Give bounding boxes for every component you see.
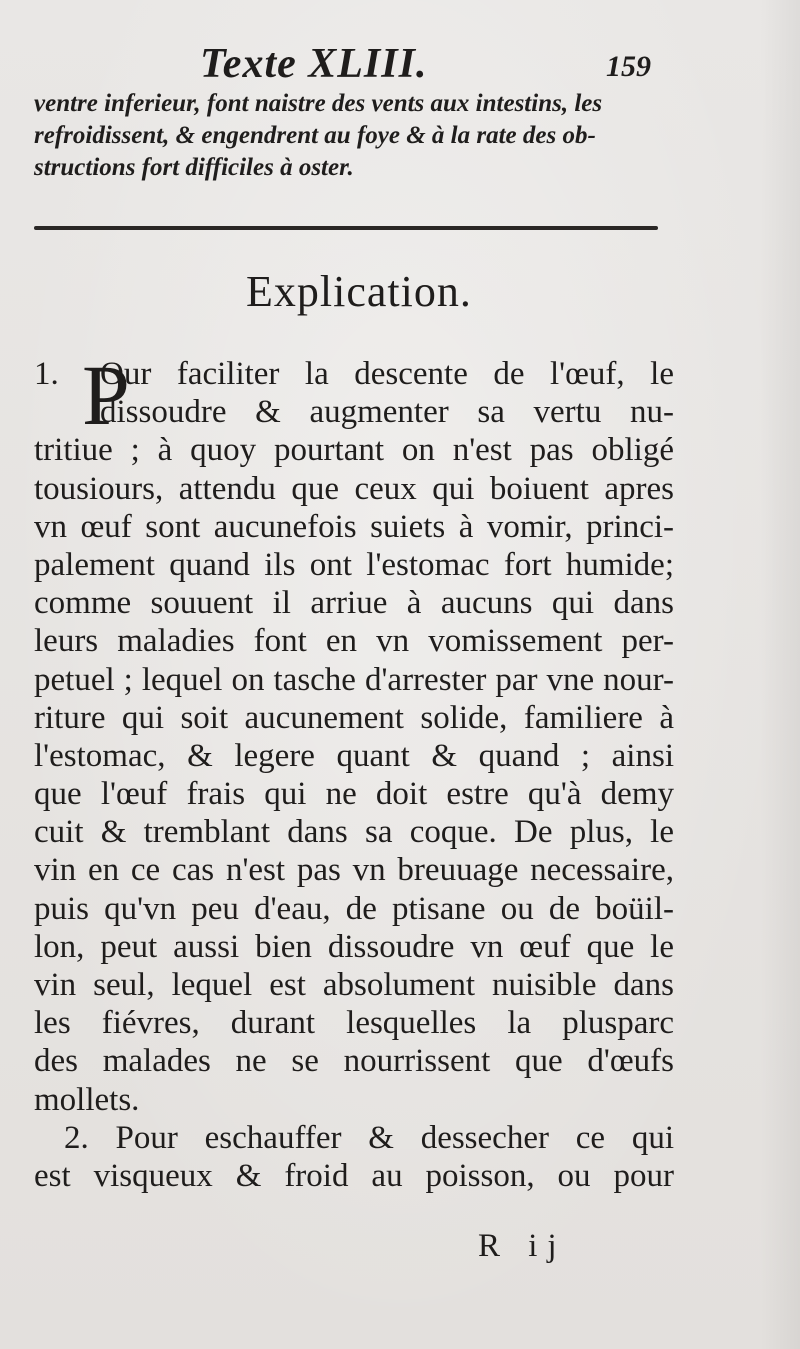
drop-cap: P <box>82 347 130 443</box>
text-line: l'estomac, & legere quant & quand ; ainsi <box>34 737 674 774</box>
section-heading: Explication. <box>246 267 472 316</box>
text-line: 2. Pour eschauffer & dessecher ce qui <box>64 1119 674 1156</box>
text-line: cuit & tremblant dans sa coque. De plus, le <box>34 814 674 851</box>
text-line: lon, peut aussi bien dissoudre vn œuf que le <box>34 928 674 965</box>
text-line: tritiue ; à quoy pourtant on n'est pas obligé <box>34 432 674 469</box>
body-text <box>34 347 674 1195</box>
text-line: vn œuf sont aucunefois suiets à vomir, princi- <box>34 508 674 545</box>
signature-mark: R ij <box>478 1228 567 1264</box>
text-line: mollets. <box>34 1081 140 1118</box>
text-line: petuel ; lequel on tasche d'arrester par vne nour- <box>34 661 674 698</box>
text-line: dissoudre & augmenter sa vertu nu- <box>100 394 674 431</box>
text-line: vin seul, lequel est absolument nuisible dans <box>34 967 674 1003</box>
text-line: que l'œuf frais qui ne doit estre qu'à demy <box>34 776 674 813</box>
text-line: Our faciliter la descente de l'œuf, le <box>100 356 674 392</box>
preceding-text-italic <box>34 88 714 184</box>
page-edge-shadow <box>760 0 800 1349</box>
paragraph-number: 1. <box>34 356 59 392</box>
italic-line: ventre inferieur, font naistre des vents aux intestins, les <box>34 90 603 117</box>
text-line: riture qui soit aucunement solide, familiere à <box>34 699 674 736</box>
text-line: est visqueux & froid au poisson, ou pour <box>34 1157 674 1194</box>
text-line: des malades ne se nourrissent que d'œufs <box>34 1043 674 1080</box>
horizontal-rule <box>34 226 658 230</box>
text-line: tousiours, attendu que ceux qui boiuent apres <box>34 470 674 507</box>
text-line: les fiévres, durant lesquelles la plusparc <box>34 1005 674 1042</box>
italic-line: refroidissent, & engendrent au foye & à la rate des ob- <box>34 122 596 149</box>
text-line: puis qu'vn peu d'eau, de ptisane ou de boüil- <box>34 890 674 927</box>
text-line: palement quand ils ont l'estomac fort humide; <box>34 546 674 583</box>
italic-line: structions fort difficiles à oster. <box>34 154 354 181</box>
text-line: vin en ce cas n'est pas vn breuuage necessaire, <box>34 852 674 889</box>
text-line: leurs maladies font en vn vomissement per- <box>34 623 674 660</box>
page-number: 159 <box>606 50 651 83</box>
text-line: comme souuent il arriue à aucuns qui dans <box>34 585 674 622</box>
running-title: Texte XLIII. <box>200 41 428 87</box>
running-head <box>0 40 800 92</box>
